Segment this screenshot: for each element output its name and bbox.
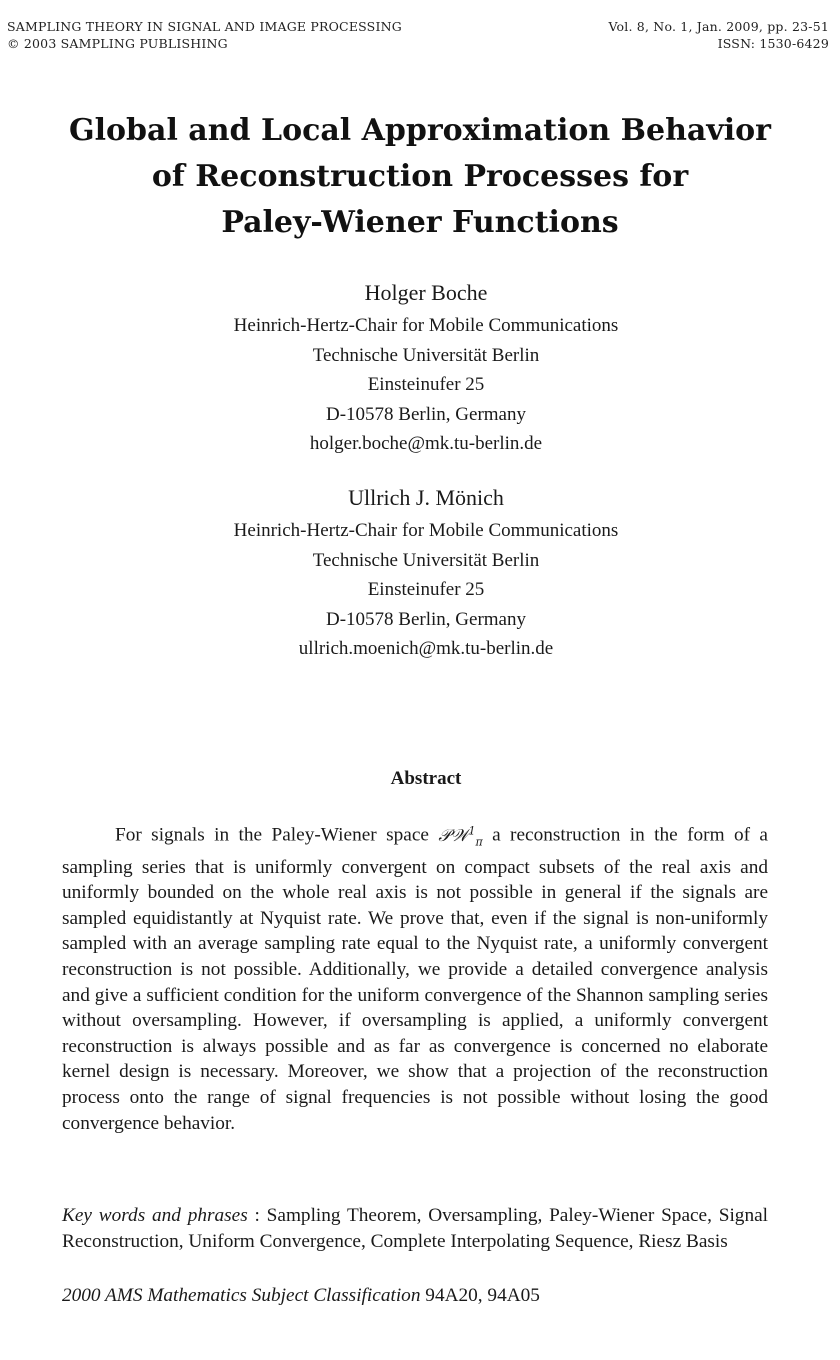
issn: ISSN: 1530-6429 <box>717 36 829 51</box>
title-line: Paley-Wiener Functions <box>221 205 619 240</box>
affiliation-line: Technische Universität Berlin <box>312 344 540 366</box>
keywords-label: Key words and phrases <box>62 1205 248 1226</box>
paper-title <box>0 108 840 246</box>
author-block <box>0 276 840 459</box>
title-line: Global and Local Approximation Behavior <box>69 113 771 148</box>
math-space-symbol: 𝒫𝒲$^1_\pi$ <box>438 824 483 849</box>
journal-name: SAMPLING THEORY IN SIGNAL AND IMAGE PROCESSING <box>7 19 402 34</box>
author-name: Holger Boche <box>364 280 488 305</box>
msc-codes: 94A20, 94A05 <box>425 1285 540 1306</box>
keywords-text: Sampling Theorem, Oversampling, Paley-Wiener Space, Signal Reconstruction, Uniform Convergence, Complete Interpolating Sequence, Riesz Basis <box>62 1205 769 1252</box>
keywords <box>62 1203 768 1254</box>
affiliation-line: D-10578 Berlin, Germany <box>326 608 526 630</box>
author-name: Ullrich J. Mönich <box>348 485 504 510</box>
msc-label: 2000 AMS Mathematics Subject Classification <box>62 1285 421 1306</box>
abstract-body <box>62 818 768 1136</box>
abstract-lead: For signals in the Paley-Wiener space <box>115 824 429 846</box>
affiliation-line: Technische Universität Berlin <box>312 549 540 571</box>
affiliation-line: Einsteinufer 25 <box>367 579 485 600</box>
running-header-left <box>7 18 402 52</box>
abstract-heading: Abstract <box>390 768 462 789</box>
affiliation-line: Heinrich-Hertz-Chair for Mobile Communications <box>233 520 619 541</box>
author-email: holger.boche@mk.tu-berlin.de <box>309 433 543 454</box>
copyright-line: © 2003 SAMPLING PUBLISHING <box>7 36 228 51</box>
author-email: ullrich.moenich@mk.tu-berlin.de <box>298 638 554 659</box>
affiliation-line: D-10578 Berlin, Germany <box>326 403 526 425</box>
affiliation-line: Heinrich-Hertz-Chair for Mobile Communications <box>233 315 619 336</box>
running-header-right <box>608 18 829 52</box>
msc-classification <box>62 1285 768 1307</box>
abstract-text: a reconstruction in the form of a sampling series that is uniformly convergent on compact subsets of the real axis and uniformly bounded on the whole real axis is not possible in general if the signals are sampled equidistantly at Nyquist rate. We prove that, even if the signal is non-uniformly sampled with an average sampling rate equal to the Nyquist rate, a uniformly convergent reconstruction is not possible. Additionally, we provide a detailed convergence analysis and give a sufficient condition for the uniform convergence of the Shannon sampling series without oversampling. However, if oversampling is applied, a uniformly convergent reconstruction is always possible and as far as convergence is concerned no elaborate kernel design is necessary. Moreover, we show that a projection of the reconstruction process onto the range of signal frequencies is not possible without losing the good convergence behavior. <box>62 824 768 1134</box>
affiliation-line: Einsteinufer 25 <box>367 374 485 395</box>
volume-info: Vol. 8, No. 1, Jan. 2009, pp. 23-51 <box>608 19 829 34</box>
title-line: of Reconstruction Processes for <box>151 159 689 194</box>
author-block <box>0 481 840 664</box>
keywords-separator: : <box>247 1205 267 1226</box>
